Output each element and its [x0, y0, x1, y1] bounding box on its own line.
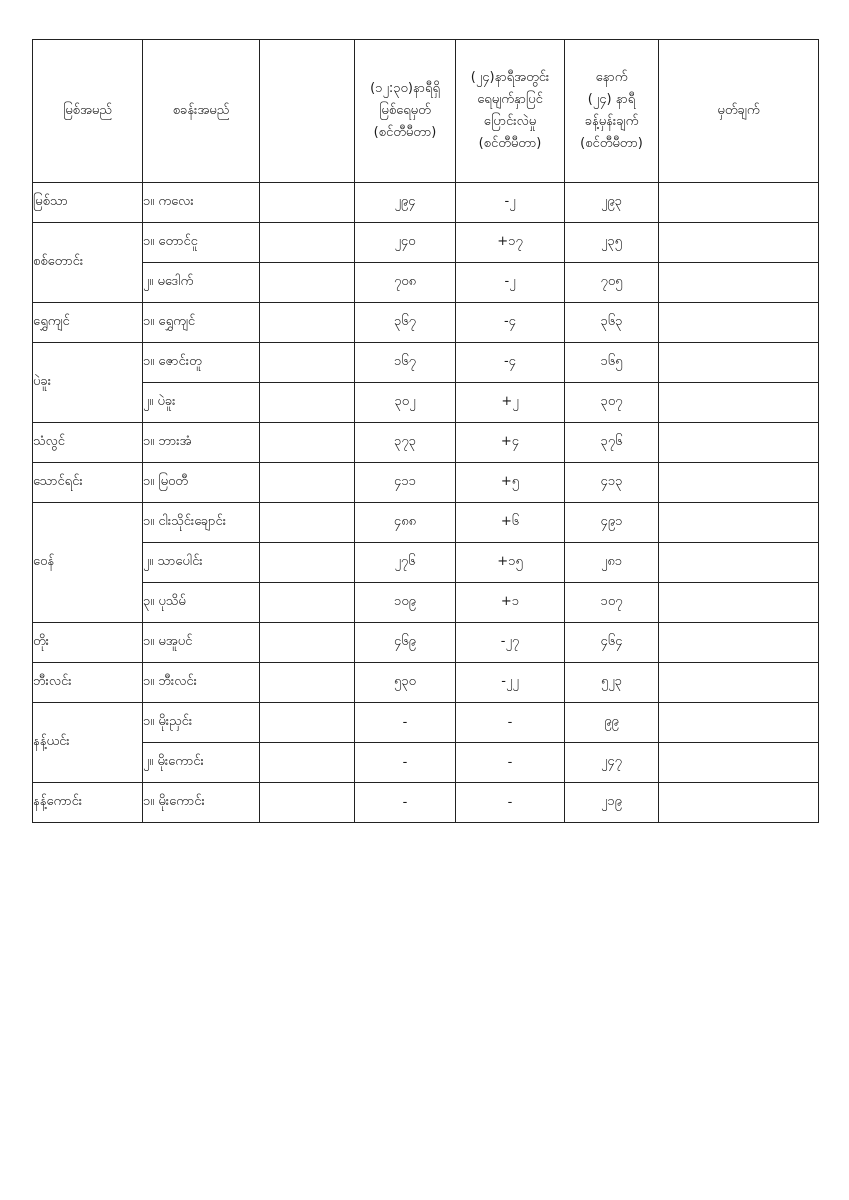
river-name: သံလွင်	[33, 423, 143, 463]
station-name: ၁။ မြဝတီ	[143, 463, 260, 503]
header-forecast-line: ခန့်မှန်းချက်	[584, 114, 639, 129]
blank-cell	[260, 263, 355, 303]
blank-cell	[260, 223, 355, 263]
table-row	[33, 223, 819, 263]
level-change: +၁၇	[456, 223, 565, 263]
station-name: ၂။ ပဲခူး	[143, 383, 260, 423]
table-row	[33, 623, 819, 663]
remarks-cell	[659, 663, 819, 703]
remarks-cell	[659, 263, 819, 303]
water-level: ၇၀၈	[355, 263, 456, 303]
header-station: စခန်းအမည်	[143, 40, 260, 183]
water-level: -	[355, 783, 456, 823]
header-forecast-line: (စင်တီမီတာ)	[580, 136, 643, 151]
table-row	[33, 423, 819, 463]
river-name: တိုး	[33, 623, 143, 663]
header-24h-change	[456, 40, 565, 183]
blank-cell	[260, 503, 355, 543]
blank-cell	[260, 183, 355, 223]
water-level: ၁၀၉	[355, 583, 456, 623]
forecast-level: ၁၆၅	[565, 343, 659, 383]
blank-cell	[260, 623, 355, 663]
header-forecast-line: (၂၄) နာရီ	[587, 92, 636, 107]
station-name: ၂။ မိုးကောင်း	[143, 743, 260, 783]
header-water-level	[355, 40, 456, 183]
header-blank	[260, 40, 355, 183]
river-name: ဝေန်	[33, 503, 143, 623]
station-name: ၁။ မအူပင်	[143, 623, 260, 663]
river-name: သောင်ရင်း	[33, 463, 143, 503]
table-row	[33, 783, 819, 823]
blank-cell	[260, 583, 355, 623]
station-name: ၁။ ငါးသိုင်းချောင်း	[143, 503, 260, 543]
level-change: -၂၂	[456, 663, 565, 703]
remarks-cell	[659, 743, 819, 783]
river-name: ပဲခူး	[33, 343, 143, 423]
table-row	[33, 343, 819, 383]
level-change: +၂	[456, 383, 565, 423]
water-level: ၂၄၀	[355, 223, 456, 263]
forecast-level: ၅၂၃	[565, 663, 659, 703]
water-level: ၃၆၇	[355, 303, 456, 343]
remarks-cell	[659, 543, 819, 583]
forecast-level: ၂၈၁	[565, 543, 659, 583]
blank-cell	[260, 663, 355, 703]
header-river: မြစ်အမည်	[33, 40, 143, 183]
river-name: မြစ်သာ	[33, 183, 143, 223]
forecast-level: ၄၁၃	[565, 463, 659, 503]
blank-cell	[260, 743, 355, 783]
forecast-level: ၂၁၉	[565, 783, 659, 823]
header-water-level-line: (စင်တီမီတာ)	[373, 125, 437, 140]
station-name: ၁။ ကလေး	[143, 183, 260, 223]
header-water-level-line: (၁၂:၃၀)နာရီရှိ	[370, 81, 440, 96]
table-row	[33, 503, 819, 543]
header-water-level-line: မြစ်ရေမှတ်	[379, 103, 431, 118]
level-change: +၅	[456, 463, 565, 503]
station-name: ၁။ ဘီးလင်း	[143, 663, 260, 703]
forecast-level: ၃၀၇	[565, 383, 659, 423]
table-row	[33, 583, 819, 623]
water-level: ၄၈၈	[355, 503, 456, 543]
station-name: ၂။ သာပေါင်း	[143, 543, 260, 583]
level-change: -	[456, 703, 565, 743]
remarks-cell	[659, 463, 819, 503]
level-change: +၁	[456, 583, 565, 623]
station-name: ၁။ မိုးညှင်း	[143, 703, 260, 743]
river-name: နန့်ကောင်း	[33, 783, 143, 823]
station-name: ၁။ ဇောင်းတူ	[143, 343, 260, 383]
level-change: +၁၅	[456, 543, 565, 583]
table-row	[33, 263, 819, 303]
remarks-cell	[659, 423, 819, 463]
remarks-cell	[659, 703, 819, 743]
station-name: ၁။ ရွှေကျင်	[143, 303, 260, 343]
water-level: ၅၃၀	[355, 663, 456, 703]
water-level: ၃၇၃	[355, 423, 456, 463]
table-header-row	[33, 40, 819, 183]
remarks-cell	[659, 503, 819, 543]
blank-cell	[260, 543, 355, 583]
blank-cell	[260, 463, 355, 503]
remarks-cell	[659, 183, 819, 223]
station-name: ၁။ တောင်ငူ	[143, 223, 260, 263]
water-level: ၃၀၂	[355, 383, 456, 423]
forecast-level: ၁၀၇	[565, 583, 659, 623]
remarks-cell	[659, 343, 819, 383]
table-row	[33, 383, 819, 423]
blank-cell	[260, 423, 355, 463]
level-change: -၄	[456, 303, 565, 343]
water-level: -	[355, 703, 456, 743]
blank-cell	[260, 383, 355, 423]
header-change-line: (စင်တီမီတာ)	[478, 136, 542, 151]
table-row	[33, 463, 819, 503]
table-row	[33, 743, 819, 783]
forecast-level: ၂၃၅	[565, 223, 659, 263]
level-change: -၂	[456, 183, 565, 223]
header-forecast	[565, 40, 659, 183]
water-level: ၁၆၇	[355, 343, 456, 383]
water-level: ၄၁၁	[355, 463, 456, 503]
forecast-level: ၂၉၃	[565, 183, 659, 223]
table-row	[33, 303, 819, 343]
blank-cell	[260, 703, 355, 743]
remarks-cell	[659, 783, 819, 823]
header-change-line: ပြောင်းလဲမှု	[483, 114, 537, 129]
blank-cell	[260, 783, 355, 823]
level-change: +၄	[456, 423, 565, 463]
level-change: +၆	[456, 503, 565, 543]
blank-cell	[260, 343, 355, 383]
water-level: ၂၇၆	[355, 543, 456, 583]
forecast-level: ၄၉၁	[565, 503, 659, 543]
header-change-line: (၂၄)နာရီအတွင်း	[470, 70, 550, 85]
station-name: ၁။ မိုးကောင်း	[143, 783, 260, 823]
river-name: ဘီးလင်း	[33, 663, 143, 703]
header-remarks: မှတ်ချက်	[659, 40, 819, 183]
river-level-table	[32, 39, 819, 823]
table-row	[33, 543, 819, 583]
remarks-cell	[659, 223, 819, 263]
level-change: -၂	[456, 263, 565, 303]
forecast-level: ၉၉	[565, 703, 659, 743]
forecast-level: ၂၄၇	[565, 743, 659, 783]
remarks-cell	[659, 303, 819, 343]
water-level: -	[355, 743, 456, 783]
level-change: -	[456, 743, 565, 783]
table-row	[33, 663, 819, 703]
river-name: စစ်တောင်း	[33, 223, 143, 303]
remarks-cell	[659, 623, 819, 663]
remarks-cell	[659, 583, 819, 623]
blank-cell	[260, 303, 355, 343]
station-name: ၃။ ပုသိမ်	[143, 583, 260, 623]
station-name: ၂။ မဒေါက်	[143, 263, 260, 303]
header-forecast-line: နောက်	[595, 70, 628, 85]
remarks-cell	[659, 383, 819, 423]
level-change: -၄	[456, 343, 565, 383]
forecast-level: ၃၆၃	[565, 303, 659, 343]
table-row	[33, 703, 819, 743]
table-row	[33, 183, 819, 223]
forecast-level: ၃၇၆	[565, 423, 659, 463]
header-change-line: ရေမျက်နှာပြင်	[477, 92, 543, 107]
level-change: -၂၇	[456, 623, 565, 663]
station-name: ၁။ ဘားအံ	[143, 423, 260, 463]
forecast-level: ၇၀၅	[565, 263, 659, 303]
forecast-level: ၄၆၄	[565, 623, 659, 663]
water-level: ၂၉၄	[355, 183, 456, 223]
level-change: -	[456, 783, 565, 823]
river-name: ရွှေကျင်	[33, 303, 143, 343]
water-level: ၄၆၉	[355, 623, 456, 663]
river-name: နန့်ယင်း	[33, 703, 143, 783]
